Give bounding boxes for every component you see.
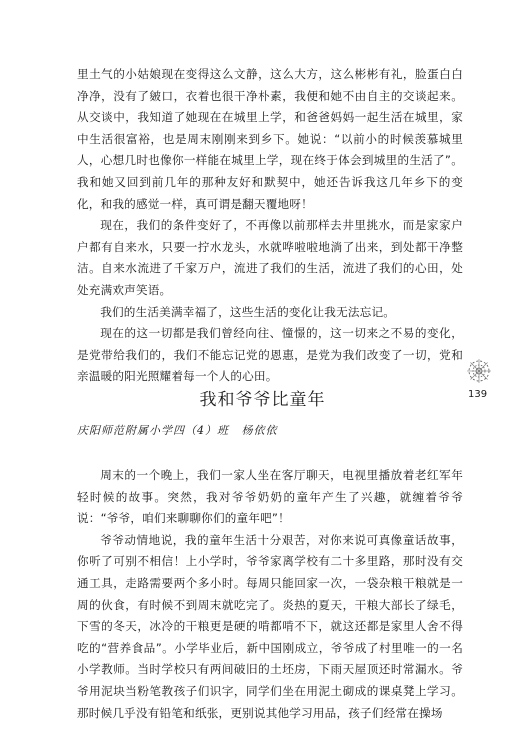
paragraph: 周末的一个晚上，我们一家人坐在客厅聊天，电视里播放着老红军年轻时候的故事。突然，我对爷爷奶奶的童年产生了兴趣，就缠着爷爷说：“爷爷，咱们来聊聊你们的童年吧”！ [77,468,463,526]
page-number: 139 [468,389,488,400]
byline-author: 杨依依 [241,424,278,437]
paragraph: 我们的生活美满幸福了，这些生活的变化让我无法忘记。 [100,304,396,319]
paragraph: 爷爷动情地说，我的童年生活十分艰苦，对你来说可真像童话故事，你听了可别不相信！上小学时，爷爷家离学校有二十多里路，那时没有交通工具，走路需要两个多小时。每周只能回家一次，一袋杂粮干粮就是一周的伙食，有时候不到周末就吃完了。炎热的夏天，干粮大部长了绿毛，下雪的冬天，冰冷的干粮更是硬的啃都啃不下，就这还都是家里人舍不得吃的“营养食品”。小学毕业后，新中国刚成立，爷爷成了村里唯一的一名小学教师。当时学校只有两间破旧的土坯房，下雨天屋顶还时常漏水。爷爷用泥块当粉笔教孩子们识字，同学们坐在用泥土砌成的课桌凳上学习。那时候几乎没有铅笔和纸张，更别说其他学习用品，孩子们经常在操场 [77,532,463,720]
byline-school: 庆阳师范附属小学四（4）班 [77,424,229,437]
paragraph: 现在的这一切都是我们曾经向往、憧憬的，这一切来之不易的变化，是党带给我们的，我们不能忘记党的恩惠，是党为我们改变了一切，党和亲温暖的阳光照耀着每一个人的心田。 [77,326,463,384]
article-title: 我和爷爷比童年 [199,390,326,410]
byline [77,422,286,438]
article-body [77,465,463,724]
flower-ornament-icon [466,358,492,384]
continued-essay-text [77,64,463,388]
paragraph: 现在，我们的条件变好了，不再像以前那样去井里挑水，而是家家户户都有自来水，只要一拧水龙头，水就哗啦啦地淌了出来，到处都干净整洁。自来水流进了千家万户，流进了我们的生活，流进了我们的心田，处处充满欢声笑语。 [77,218,463,297]
paragraph: 里土气的小姑娘现在变得这么文静，这么大方，这么彬彬有礼，脸蛋白白净净，没有了皴口，衣着也很干净朴素，我便和她不由自主的交谈起来。从交谈中，我知道了她现在在城里上学，和爸爸妈妈一起生活在城里，家中生活很富裕，也是周末刚刚来到乡下。她说：“以前小的时候羡慕城里人，心想几时也像你一样能在城里上学，现在终于体会到城里的生活了”。我和她又回到前几年的那种友好和默契中，她还告诉我这几年乡下的变化，和我的感觉一样，真可谓是翻天覆地呀！ [77,67,463,211]
